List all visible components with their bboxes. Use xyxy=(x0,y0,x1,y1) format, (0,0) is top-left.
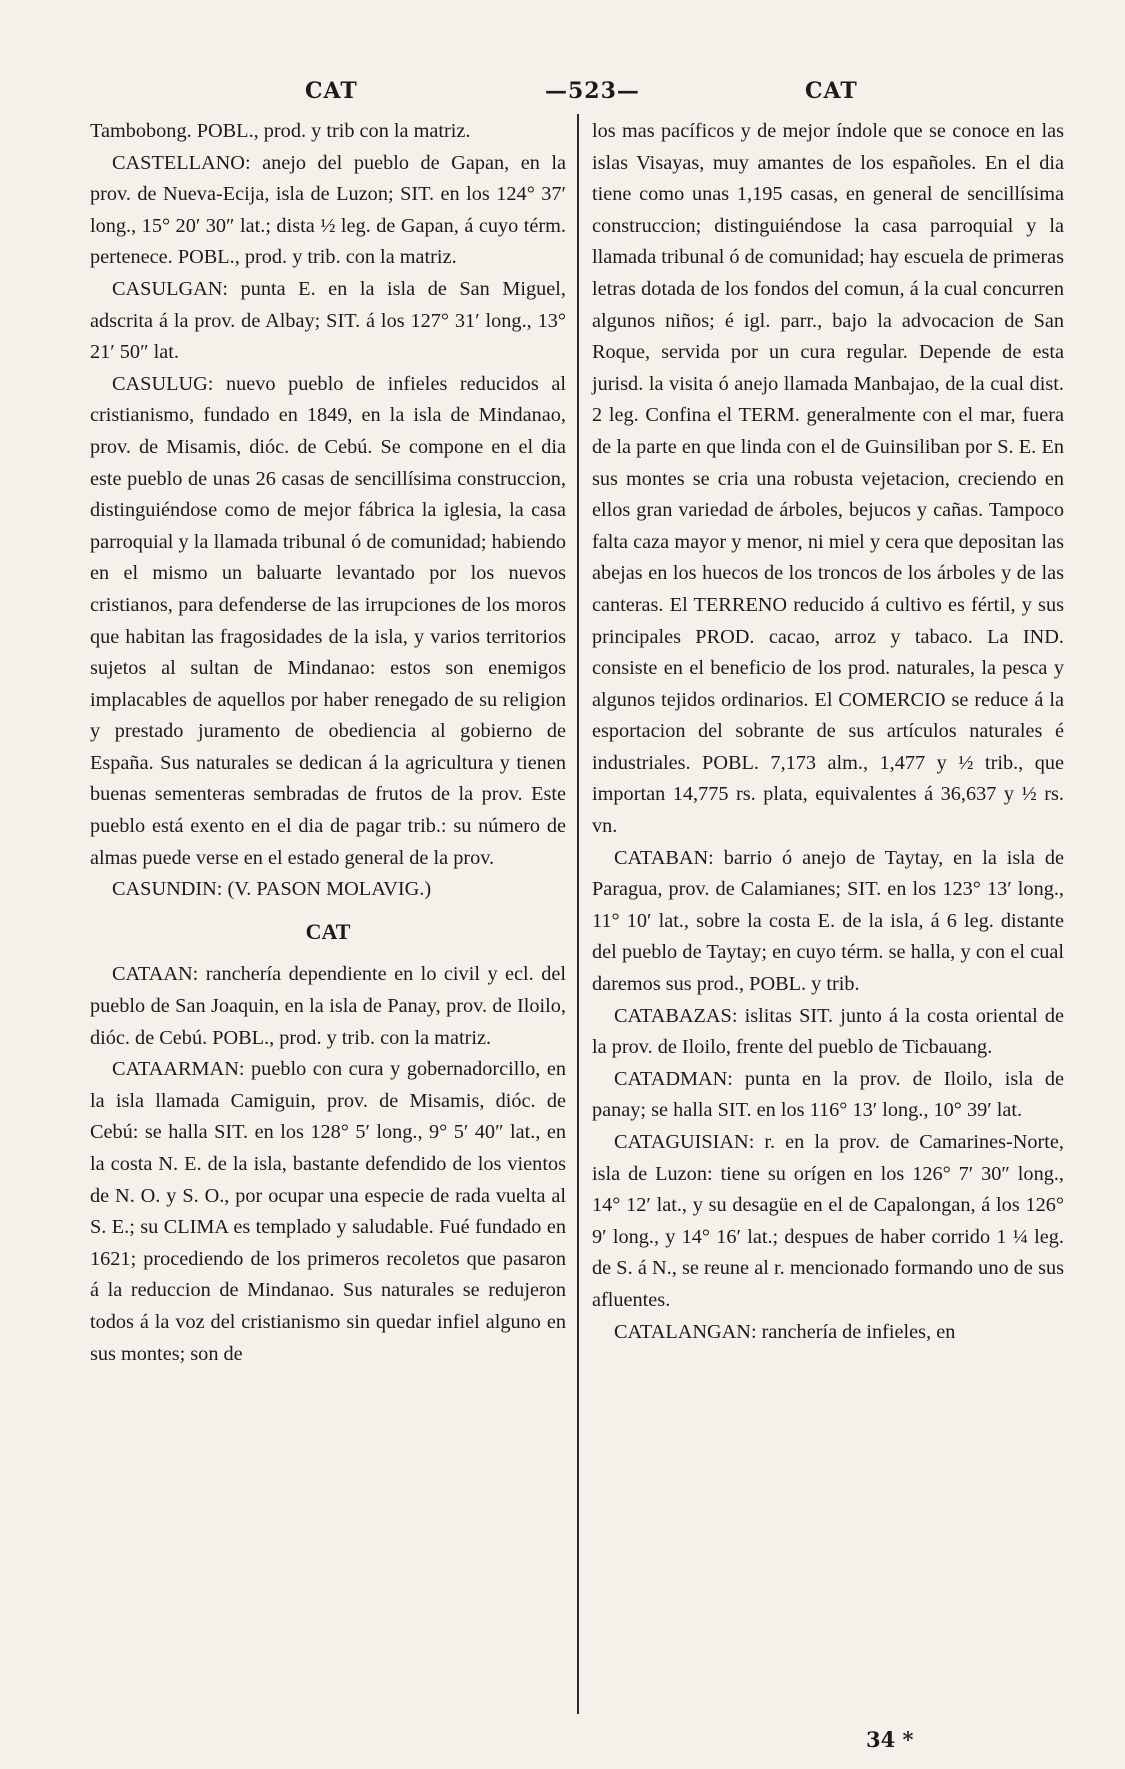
entry-cataban: CATABAN: barrio ó anejo de Taytay, en la isla de Paragua, prov. de Calamianes; SIT. en los 123° 13′ long., 11° 10′ lat., sobre la costa E. de la isla, á 6 leg. distante del pueblo de Taytay; en cuyo térm. se halla, y con el cual daremos sus prod., POBL. y trib. xyxy=(592,846,1064,996)
entry-catadman: CATADMAN: punta en la prov. de Iloilo, isla de panay; se halla SIT. en los 116° 13′ long., 10° 39′ lat. xyxy=(592,1067,1064,1122)
page-number: —523— xyxy=(545,78,640,104)
signature-mark: 34 * xyxy=(866,1727,914,1752)
entry-casulug: CASULUG: nuevo pueblo de infieles reducidos al cristianismo, fundado en 1849, en la isla de Mindanao, prov. de Misamis, dióc. de Cebú. Se compone en el dia este pueblo de unas 26 casas de sencillísima construccion, distinguiéndose como de mejor fábrica la iglesia, la casa parroquial y la llamada tribunal ó de comunidad; habiendo en el mismo un baluarte levantado por los nuevos cristianos, para defenderse de las irrupciones de los moros que habitan las fragosidades de la isla, y varios territorios sujetos al sultan de Mindanao: estos son enemigos implacables de aquellos por haber renegado de su religion y prestado juramento de obediencia al gobierno de España. Sus naturales se dedican á la agricultura y tienen buenas sementeras sembradas de frutos de la prov. Este pueblo está exento en el dia de pagar trib.: su número de almas puede verse en el estado general de la prov. xyxy=(90,372,566,869)
entry-catabazas: CATABAZAS: islitas SIT. junto á la costa oriental de la prov. de Iloilo, frente del pueblo de Ticbauang. xyxy=(592,1004,1064,1059)
entry-cataan: CATAAN: ranchería dependiente en lo civil y ecl. del pueblo de San Joaquin, en la isla de Panay, prov. de Iloilo, dióc. de Cebú. POBL., prod. y trib. con la matriz. xyxy=(90,963,566,1049)
entry-catalangan: CATALANGAN: ranchería de infieles, en xyxy=(614,1320,956,1343)
running-head-left: CAT xyxy=(305,78,358,104)
left-column xyxy=(90,116,566,1370)
entry-castellano: CASTELLANO: anejo del pueblo de Gapan, en la prov. de Nueva-Ecija, isla de Luzon; SIT. en los 124° 37′ long., 15° 20′ 30″ lat.; dista ½ leg. de Gapan, á cuyo térm. pertenece. POBL., prod. y trib. con la matriz. xyxy=(90,151,566,269)
column-divider xyxy=(577,114,579,1714)
entry-casundin: CASUNDIN: (V. PASON MOLAVIG.) xyxy=(112,878,432,901)
entry-cataarman-continuation: los mas pacíficos y de mejor índole que se conoce en las islas Visayas, muy amantes de los españoles. En el dia tiene como unas 1,195 casas, en general de sencillísima construccion; distinguiéndose la casa parroquial y la llamada tribunal ó de comunidad; hay escuela de primeras letras dotada de los fondos del comun, á la cual concurren algunos niños; é igl. parr., bajo la advocacion de San Roque, servida por un cura regular. Depende de esta jurisd. la visita ó anejo llamada Manbajao, de la cual dist. 2 leg. Confina el TERM. generalmente con el mar, fuera de la parte en que linda con el de Guinsiliban por S. E. En sus montes se cria una robusta vejetacion, creciendo en ellos gran variedad de árboles, bejucos y cañas. Tampoco falta caza mayor y menor, ni miel y cera que depositan las abejas en los huecos de los troncos de los árboles y de las canteras. El TERRENO reducido á cultivo es fértil, y sus principales PROD. cacao, arroz y tabaco. La IND. consiste en el beneficio de los prod. naturales, la pesca y algunos tejidos ordinarios. El COMERCIO se reduce á la esportacion del sobrante de sus artículos naturales é industriales. POBL. 7,173 alm., 1,477 y ½ trib., que importan 14,775 rs. plata, equivalentes á 36,637 y ½ rs. vn. xyxy=(592,120,1064,838)
section-subheading: CAT xyxy=(305,918,351,944)
entry-cataguisian: CATAGUISIAN: r. en la prov. de Camarines-Norte, isla de Luzon: tiene su orígen en los 126° 7′ 30″ long., 14° 12′ lat., y su desagüe en el de Capalongan, á los 126° 9′ long., y 14° 16′ lat.; despues de haber corrido 1 ¼ leg. de S. á N., se reune al r. mencionado formando uno de sus afluentes. xyxy=(592,1131,1064,1311)
entry-casulgan: CASULGAN: punta E. en la isla de San Miguel, adscrita á la prov. de Albay; SIT. á los 127° 31′ long., 13° 21′ 50″ lat. xyxy=(90,277,566,364)
running-head-right: CAT xyxy=(805,78,858,104)
entry-cataarman: CATAARMAN: pueblo con cura y gobernadorcillo, en la isla llamada Camiguin, prov. de Misamis, dióc. de Cebú: se halla SIT. en los 128° 5′ long., 9° 5′ 40″ lat., en la costa N. E. de la isla, bastante defendido de los vientos de N. O. y S. O., por ocupar una especie de rada vuelta al S. E.; su CLIMA es templado y saludable. Fué fundado en 1621; procediendo de los primeros recoletos que pasaron á la reduccion de Mindanao. Sus naturales se redujeron todos á la voz del cristianismo sin quedar infiel alguno en sus montes; son de xyxy=(90,1058,566,1365)
entry-tambobong-continuation: Tambobong. POBL., prod. y trib con la matriz. xyxy=(90,120,471,142)
right-column xyxy=(592,116,1064,1348)
